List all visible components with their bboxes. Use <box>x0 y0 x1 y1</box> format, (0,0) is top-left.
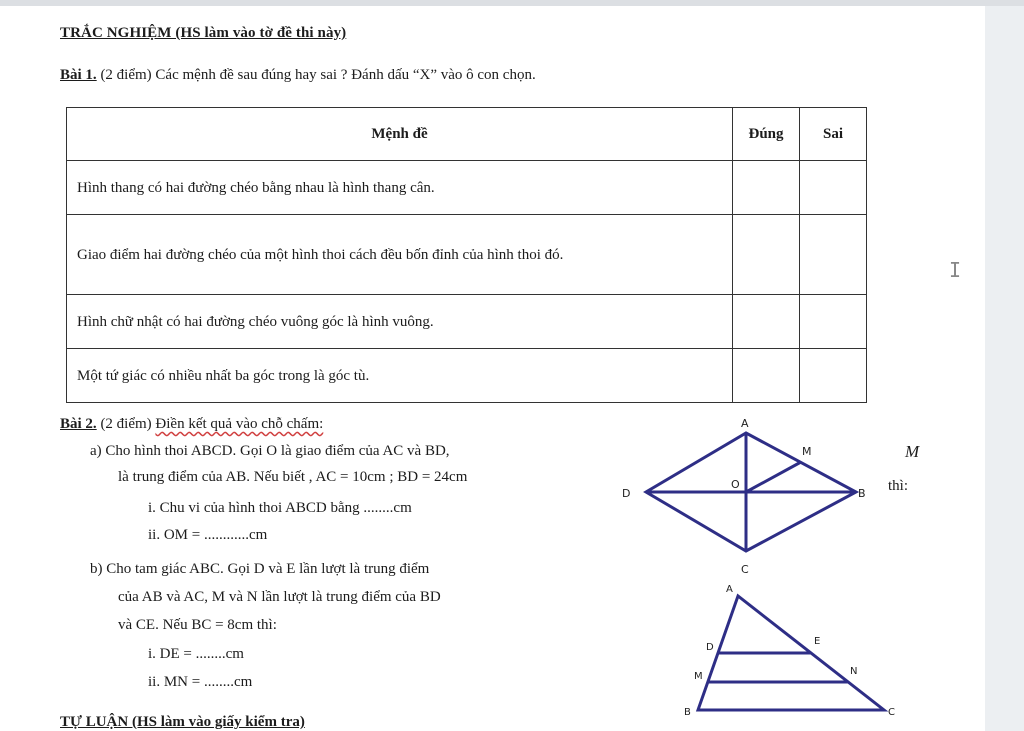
true-checkbox-cell[interactable] <box>733 295 800 349</box>
rhombus-label-d: D <box>622 487 631 500</box>
statement-cell: Một tứ giác có nhiều nhất ba góc trong là góc tù. <box>67 349 733 403</box>
rhombus-label-o: O <box>731 478 740 491</box>
true-checkbox-cell[interactable] <box>733 349 800 403</box>
false-checkbox-cell[interactable] <box>800 215 867 295</box>
section-heading-essay: TỰ LUẬN (HS làm vào giấy kiểm tra) <box>60 714 305 730</box>
statement-cell: Hình chữ nhật có hai đường chéo vuông góc là hình vuông. <box>67 295 733 349</box>
triangle-label-n: N <box>850 666 858 677</box>
question-1-label: Bài 1. <box>60 67 97 83</box>
false-checkbox-cell[interactable] <box>800 295 867 349</box>
triangle-label-c: C <box>888 707 895 718</box>
header-statement: Mệnh đề <box>67 108 733 161</box>
page-margin-right <box>985 6 1024 731</box>
question-2-instruction: Điền kết quả vào chỗ chấm: <box>155 416 324 432</box>
statement-cell: Hình thang có hai đường chéo bằng nhau là hình thang cân. <box>67 161 733 215</box>
segment-om <box>746 462 801 492</box>
part-b-line-2: của AB và AC, M và N lần lượt là trung điểm của BD <box>118 589 441 605</box>
rhombus-label-a: A <box>741 417 749 430</box>
stray-label-thi: thì: <box>888 478 909 494</box>
text-cursor-icon: I <box>949 258 962 282</box>
rhombus-label-b: B <box>858 487 866 500</box>
true-checkbox-cell[interactable] <box>733 161 800 215</box>
false-checkbox-cell[interactable] <box>800 349 867 403</box>
triangle-label-d: D <box>706 642 714 653</box>
header-true: Đúng <box>733 108 800 161</box>
part-b-item-ii: ii. MN = ........cm <box>148 674 253 690</box>
question-2-label: Bài 2. <box>60 416 97 432</box>
section-heading-multiple-choice: TRẮC NGHIỆM (HS làm vào tờ đề thi này) <box>60 25 347 41</box>
question-1-instruction: Các mệnh đề sau đúng hay sai ? Đánh dấu “X” vào ô con chọn. <box>155 67 536 83</box>
table-row <box>67 161 867 215</box>
statement-cell: Giao điểm hai đường chéo của một hình thoi cách đều bốn đỉnh của hình thoi đó. <box>67 215 733 295</box>
question-1-line <box>60 67 536 84</box>
rhombus-label-c: C <box>741 563 749 576</box>
part-a-line-1: a) Cho hình thoi ABCD. Gọi O là giao điểm của AC và BD, <box>90 443 450 459</box>
triangle-figure <box>680 576 910 721</box>
rhombus-label-m: M <box>802 445 812 458</box>
rhombus-figure <box>610 411 900 581</box>
part-a-item-ii: ii. OM = ............cm <box>148 527 268 543</box>
document-page[interactable] <box>0 6 985 731</box>
question-2-line <box>60 416 323 433</box>
true-false-table <box>66 107 867 403</box>
question-2-points: (2 điểm) <box>100 416 152 432</box>
table-row <box>67 295 867 349</box>
part-a-line-2: là trung điểm của AB. Nếu biết , AC = 10cm ; BD = 24cm <box>118 469 468 485</box>
question-1-points: (2 điểm) <box>100 67 152 83</box>
triangle-label-b: B <box>684 707 691 718</box>
header-false: Sai <box>800 108 867 161</box>
table-row <box>67 215 867 295</box>
table-row <box>67 349 867 403</box>
part-a-item-i: i. Chu vi của hình thoi ABCD bằng ........cm <box>148 500 412 516</box>
table-header-row <box>67 108 867 161</box>
triangle-label-a: A <box>726 584 733 595</box>
triangle-label-e: E <box>814 636 821 647</box>
part-b-line-1: b) Cho tam giác ABC. Gọi D và E lần lượt là trung điểm <box>90 561 430 577</box>
part-b-line-3: và CE. Nếu BC = 8cm thì: <box>118 617 277 633</box>
false-checkbox-cell[interactable] <box>800 161 867 215</box>
triangle-label-m: M <box>694 671 703 682</box>
true-checkbox-cell[interactable] <box>733 215 800 295</box>
part-b-item-i: i. DE = ........cm <box>148 646 244 662</box>
stray-label-m: M <box>905 442 920 461</box>
